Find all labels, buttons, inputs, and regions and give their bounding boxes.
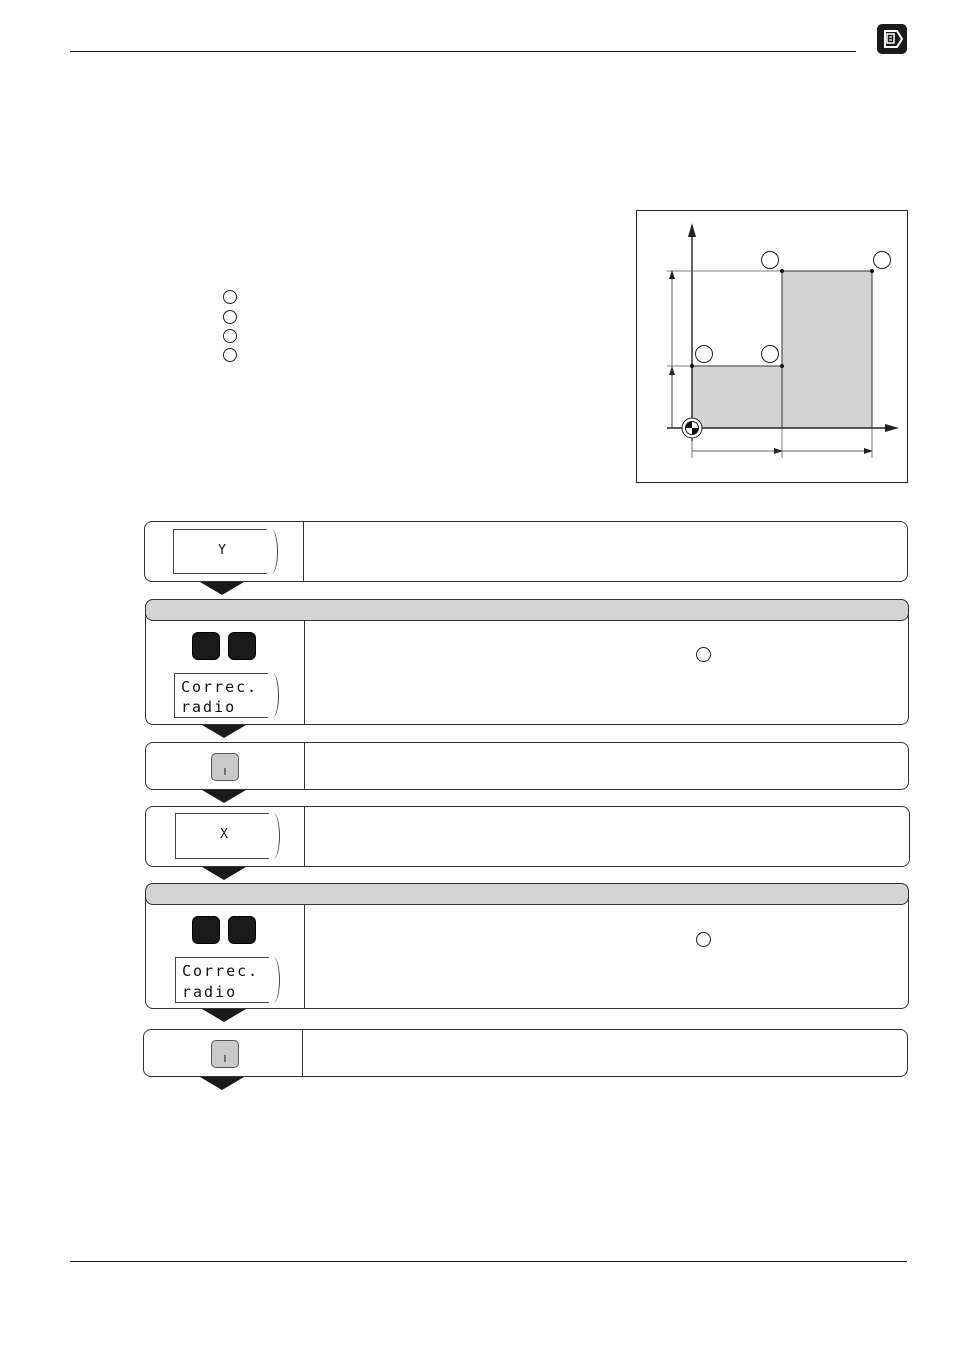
dark-key-button[interactable] (192, 916, 220, 944)
step-header-bar (145, 883, 909, 905)
lcd-line-2: radio (181, 698, 237, 716)
step-confirm-x (143, 1029, 908, 1077)
step-header-bar (145, 599, 909, 621)
dark-key-button[interactable] (228, 916, 256, 944)
list-marker-circle (223, 310, 237, 324)
step-confirm-y (145, 742, 909, 790)
step-select-y-axis (144, 521, 908, 582)
step-select-x-axis (145, 806, 910, 867)
list-marker-circle (223, 329, 237, 343)
flow-arrow-icon (202, 790, 246, 803)
lcd-line-1: Correc. (181, 678, 259, 696)
reference-circle (696, 932, 711, 947)
lcd-line-2: radio (182, 983, 238, 1001)
bottom-rule (70, 1261, 907, 1262)
step-radius-correction-y (145, 599, 909, 725)
reference-circle (696, 647, 711, 662)
input-key-button[interactable]: I (211, 1040, 239, 1068)
mode-tab-icon (877, 24, 907, 54)
datum-icon (682, 418, 702, 438)
dark-key-button[interactable] (228, 632, 256, 660)
axis-caption: X (220, 827, 228, 842)
y-axis-arrow-icon (688, 223, 696, 237)
list-marker-circle (223, 290, 237, 304)
point-marker-circle (696, 346, 713, 363)
point-marker-circle (874, 252, 891, 269)
flow-arrow-icon (200, 582, 244, 595)
top-rule (70, 51, 856, 52)
flow-arrow-icon (202, 867, 246, 880)
workpiece-upper-block (782, 271, 872, 428)
flow-arrow-icon (200, 1077, 244, 1090)
point-marker-circle (762, 252, 779, 269)
lcd-display-correc (175, 957, 273, 1003)
flow-arrow-icon (202, 725, 246, 738)
step-radius-correction-x (145, 883, 909, 1009)
dark-key-button[interactable] (192, 632, 220, 660)
point-marker-circle (762, 346, 779, 363)
list-marker-circle (223, 348, 237, 362)
workpiece-diagram (636, 210, 908, 483)
axis-caption: Y (218, 543, 226, 558)
input-key-button[interactable]: I (211, 753, 239, 781)
flow-arrow-icon (202, 1009, 246, 1022)
lcd-display-x (175, 813, 273, 859)
x-axis-arrow-icon (885, 424, 899, 432)
lcd-line-1: Correc. (182, 962, 260, 980)
workpiece-lower-block (692, 366, 782, 428)
lcd-display-correc (174, 673, 272, 718)
lcd-display-y (173, 529, 271, 574)
